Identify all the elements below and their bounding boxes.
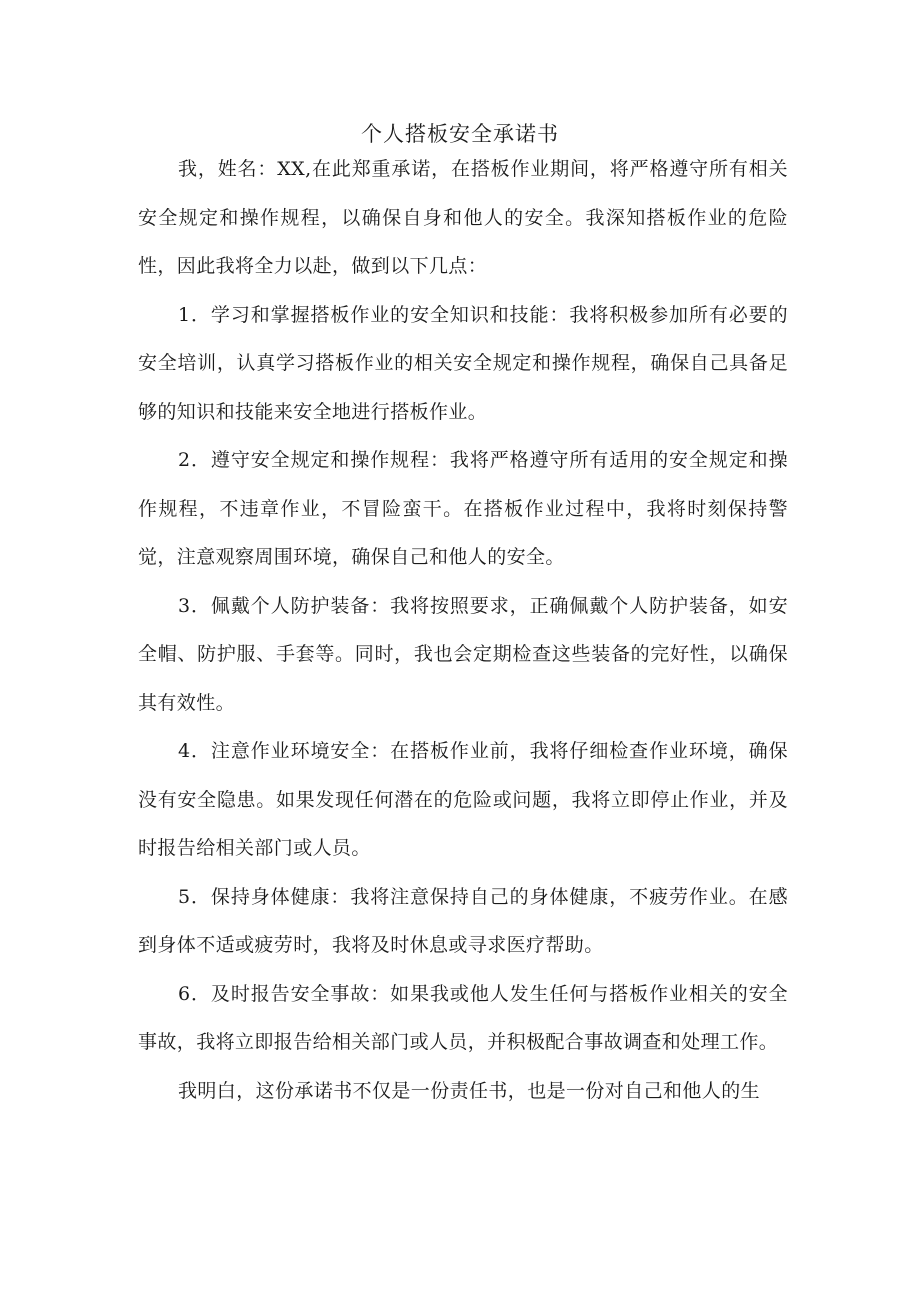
document-title: 个人搭板安全承诺书 [361,122,559,146]
item-3-paragraph: 3．佩戴个人防护装备：我将按照要求，正确佩戴个人防护装备，如安全帽、防护服、手套等。同时，我也会定期检查这些装备的完好性，以确保其有效性。 [138,594,788,714]
closing-paragraph: 我明白，这份承诺书不仅是一份责任书，也是一份对自己和他人的生 [178,1079,761,1102]
item-4-paragraph: 4．注意作业环境安全：在搭板作业前，我将仔细检查作业环境，确保没有安全隐患。如果发现任何潜在的危险或问题，我将立即停止作业，并及时报告给相关部门或人员。 [138,740,788,859]
item-6-paragraph: 6．及时报告安全事故：如果我或他人发生任何与搭板作业相关的安全事故，我将立即报告给相关部门或人员，并积极配合事故调查和处理工作。 [138,982,788,1053]
item-1-paragraph: 1．学习和掌握搭板作业的安全知识和技能：我将积极参加所有必要的安全培训，认真学习搭板作业的相关安全规定和操作规程，确保自己具备足够的知识和技能来安全地进行搭板作业。 [138,303,788,423]
intro-paragraph: 我，姓名：XX,在此郑重承诺，在搭板作业期间，将严格遵守所有相关安全规定和操作规程，以确保自身和他人的安全。我深知搭板作业的危险性，因此我将全力以赴，做到以下几点： [138,158,788,277]
item-5-paragraph: 5．保持身体健康：我将注意保持自己的身体健康，不疲劳作业。在感到身体不适或疲劳时，我将及时休息或寻求医疗帮助。 [138,885,788,956]
document-body [138,145,788,1115]
item-2-paragraph: 2．遵守安全规定和操作规程：我将严格遵守所有适用的安全规定和操作规程，不违章作业，不冒险蛮干。在搭板作业过程中，我将时刻保持警觉，注意观察周围环境，确保自己和他人的安全。 [138,449,788,568]
